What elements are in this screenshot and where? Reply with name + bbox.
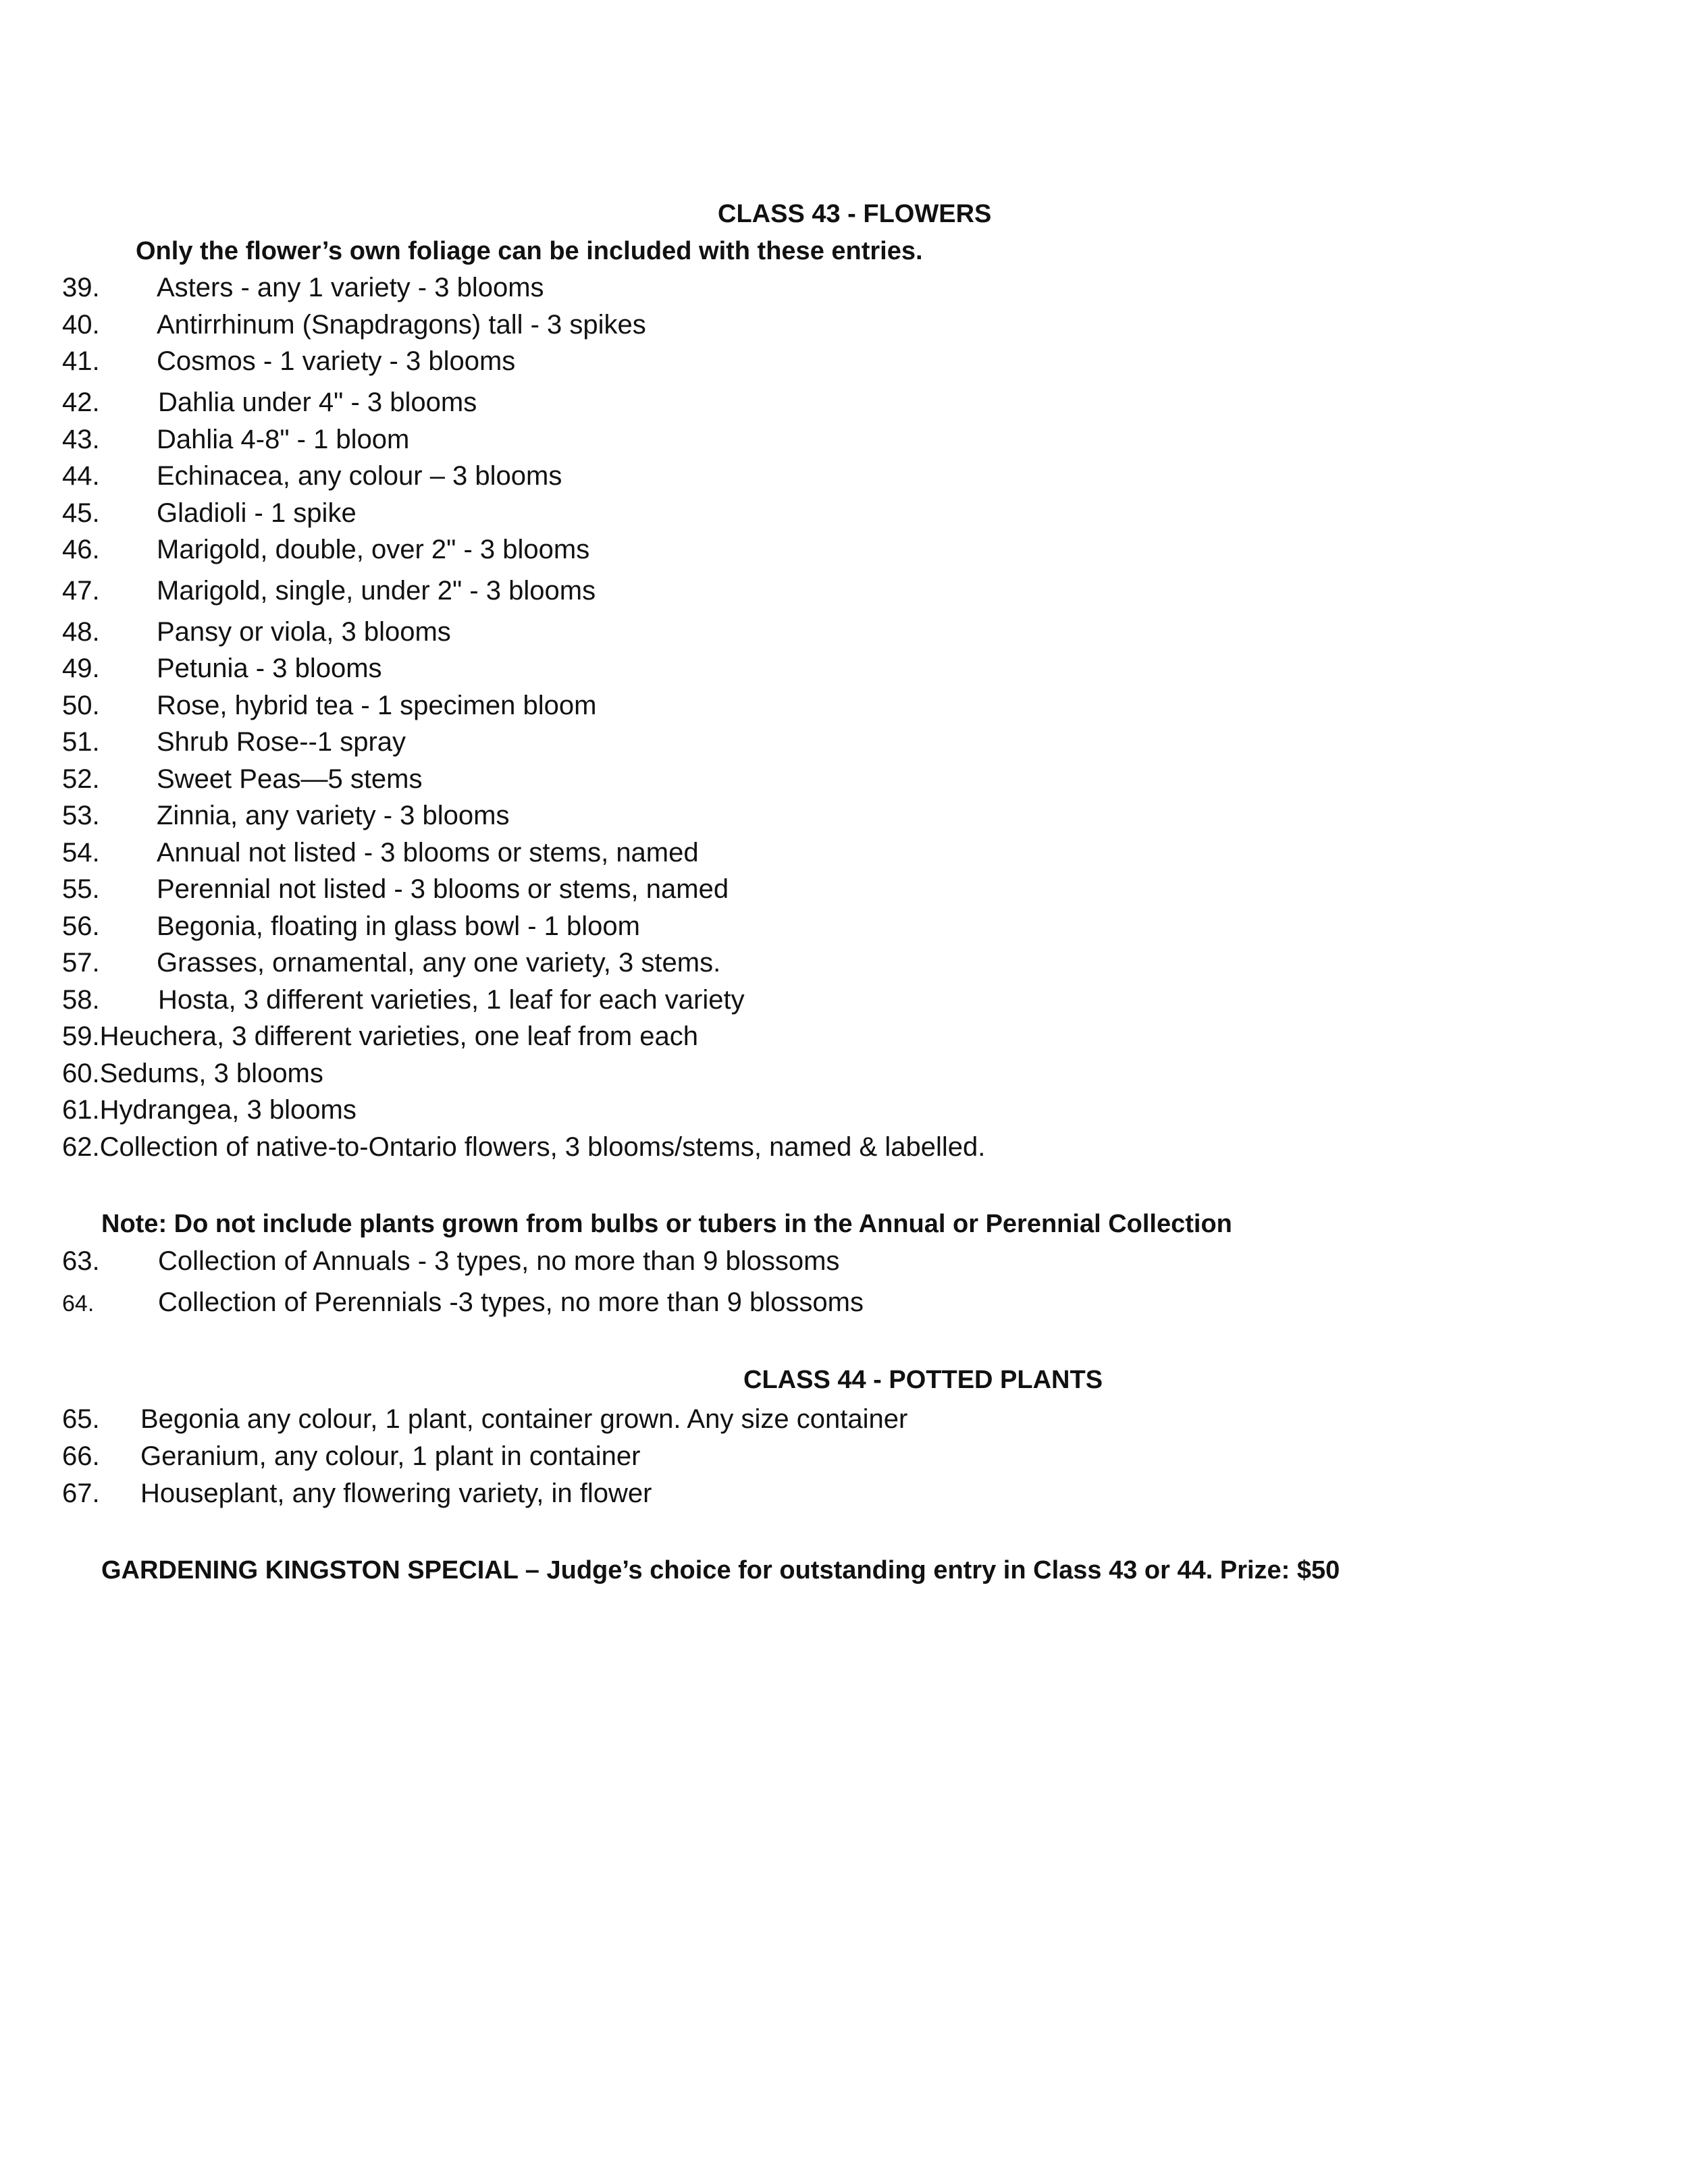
entry-number: 45. <box>62 498 100 528</box>
entry-text: Begonia any colour, 1 plant, container grown. Any size container <box>140 1404 908 1434</box>
entry-text: Dahlia under 4" - 3 blooms <box>158 388 477 417</box>
list-item <box>62 766 423 793</box>
entry-text: Geranium, any colour, 1 plant in container <box>140 1441 641 1471</box>
list-item <box>62 692 596 719</box>
entry-number: 50. <box>62 691 100 720</box>
entry-text: Sweet Peas—5 stems <box>157 764 423 794</box>
entry-text: Marigold, double, over 2" - 3 blooms <box>157 535 590 564</box>
list-item <box>62 655 382 682</box>
entry-text: Antirrhinum (Snapdragons) tall - 3 spikes <box>157 310 646 340</box>
entry-text: Hosta, 3 different varieties, 1 leaf for each variety <box>158 985 745 1015</box>
entry-number: 52. <box>62 764 100 794</box>
entry-number: 42. <box>62 388 100 417</box>
list-item <box>62 913 640 940</box>
list-item <box>62 1248 839 1275</box>
entry-number: 53. <box>62 801 100 830</box>
entry-number: 59. <box>62 1021 100 1051</box>
entry-text: Sedums, 3 blooms <box>99 1059 323 1088</box>
list-item <box>62 1443 640 1470</box>
list-item <box>62 1480 652 1507</box>
list-item <box>62 1289 864 1316</box>
collection-note: Note: Do not include plants grown from bulbs or tubers in the Annual or Perennial Collection <box>101 1210 1232 1238</box>
entry-number: 40. <box>62 310 100 340</box>
entry-text: Grasses, ornamental, any one variety, 3 stems. <box>157 948 721 978</box>
entry-number: 47. <box>62 576 100 606</box>
class-44-title: CLASS 44 - POTTED PLANTS <box>743 1366 1103 1394</box>
entry-text: Perennial not listed - 3 blooms or stems, named <box>157 874 729 904</box>
entry-number: 55. <box>62 874 100 904</box>
entry-text: Petunia - 3 blooms <box>157 654 382 683</box>
entry-number: 48. <box>62 617 100 647</box>
special-prize: GARDENING KINGSTON SPECIAL – Judge’s choice for outstanding entry in Class 43 or 44. Prize: $50 <box>101 1556 1340 1584</box>
list-item <box>62 1060 323 1087</box>
list-item <box>62 1406 907 1433</box>
entry-text: Collection of Annuals - 3 types, no more than 9 blossoms <box>158 1246 840 1276</box>
list-item <box>62 618 451 645</box>
entry-text: Houseplant, any flowering variety, in flower <box>140 1479 652 1508</box>
list-item <box>62 1134 985 1161</box>
list-item <box>62 728 406 755</box>
entry-text: Collection of native-to-Ontario flowers, 3 blooms/stems, named & labelled. <box>99 1132 986 1162</box>
entry-text: Asters - any 1 variety - 3 blooms <box>157 273 544 302</box>
entry-text: Zinnia, any variety - 3 blooms <box>157 801 510 830</box>
entry-number: 49. <box>62 654 100 683</box>
list-item <box>62 274 544 301</box>
entry-number: 56. <box>62 911 100 941</box>
list-item <box>62 949 720 976</box>
list-item <box>62 839 699 866</box>
entry-text: Dahlia 4-8" - 1 bloom <box>157 425 410 454</box>
entry-text: Pansy or viola, 3 blooms <box>157 617 451 647</box>
entry-number: 51. <box>62 727 100 757</box>
entry-text: Heuchera, 3 different varieties, one leaf from each <box>99 1021 699 1051</box>
entry-number: 66. <box>62 1441 100 1471</box>
entry-number: 65. <box>62 1404 100 1434</box>
entry-text: Marigold, single, under 2" - 3 blooms <box>157 576 596 606</box>
entry-number: 57. <box>62 948 100 978</box>
list-item <box>62 577 596 604</box>
entry-number: 60. <box>62 1059 100 1088</box>
list-item <box>62 876 729 903</box>
entry-text: Hydrangea, 3 blooms <box>99 1095 357 1125</box>
class-43-subtitle: Only the flower’s own foliage can be included with these entries. <box>136 237 923 265</box>
entry-number: 67. <box>62 1479 100 1508</box>
list-item <box>62 1023 698 1050</box>
entry-number: 43. <box>62 425 100 454</box>
entry-number: 41. <box>62 346 100 376</box>
entry-text: Annual not listed - 3 blooms or stems, named <box>157 838 699 868</box>
entry-number: 54. <box>62 838 100 868</box>
entry-number: 58. <box>62 985 100 1015</box>
entry-number: 44. <box>62 461 100 491</box>
entry-text: Rose, hybrid tea - 1 specimen bloom <box>157 691 597 720</box>
list-item <box>62 426 409 453</box>
entry-number: 63. <box>62 1246 100 1276</box>
list-item <box>62 986 745 1013</box>
entry-text: Cosmos - 1 variety - 3 blooms <box>157 346 516 376</box>
list-item <box>62 348 515 375</box>
list-item <box>62 500 357 527</box>
entry-number: 64. <box>62 1291 95 1316</box>
list-item <box>62 462 562 489</box>
entry-number: 62. <box>62 1132 100 1162</box>
entry-text: Begonia, floating in glass bowl - 1 bloom <box>157 911 640 941</box>
list-item <box>62 802 509 829</box>
class-43-title: CLASS 43 - FLOWERS <box>718 200 992 228</box>
list-item <box>62 536 589 563</box>
entry-number: 46. <box>62 535 100 564</box>
entry-number: 61. <box>62 1095 100 1125</box>
entry-text: Echinacea, any colour – 3 blooms <box>157 461 562 491</box>
list-item <box>62 389 477 416</box>
list-item <box>62 311 646 338</box>
entry-text: Gladioli - 1 spike <box>157 498 357 528</box>
entry-number: 39. <box>62 273 100 302</box>
list-item <box>62 1096 357 1123</box>
entry-text: Shrub Rose--1 spray <box>157 727 406 757</box>
entry-text: Collection of Perennials -3 types, no more than 9 blossoms <box>158 1287 864 1317</box>
